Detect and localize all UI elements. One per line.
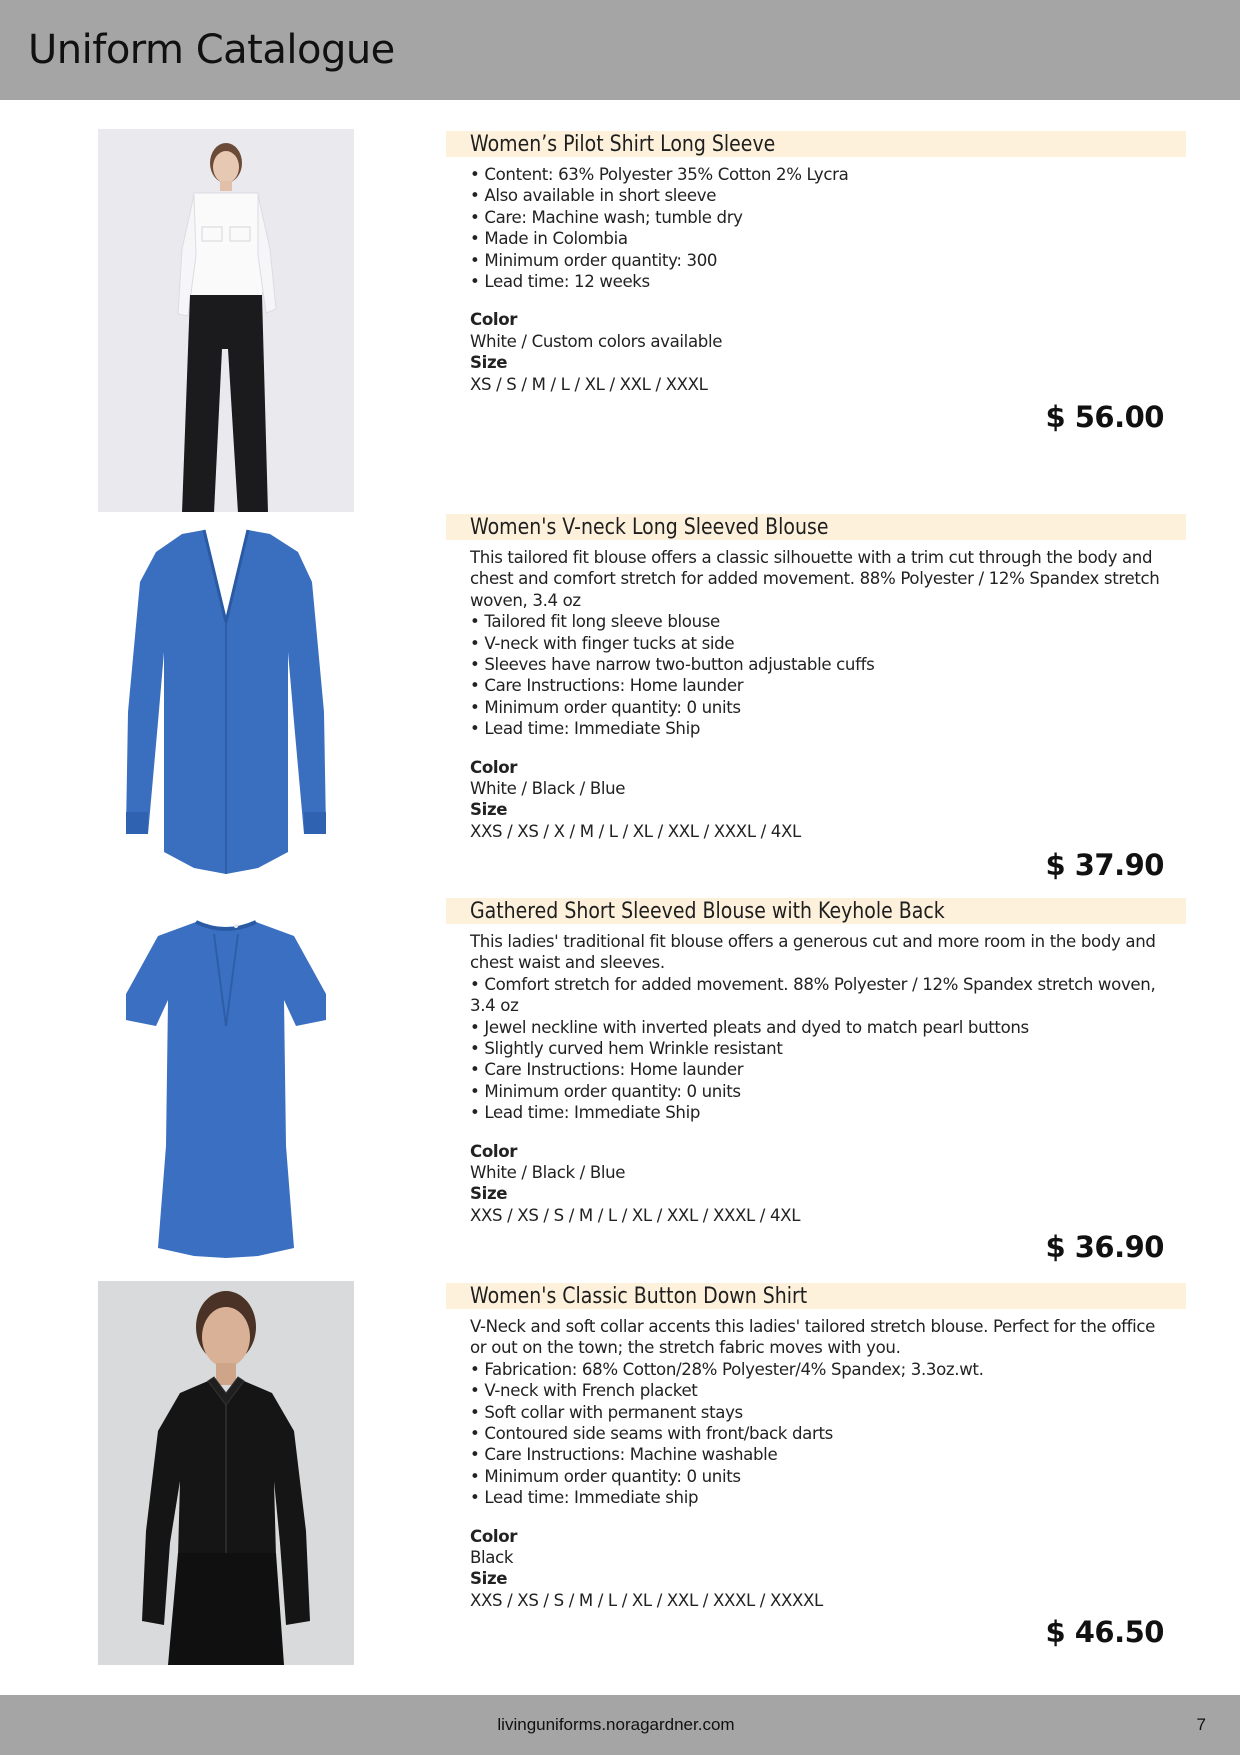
product-title: Gathered Short Sleeved Blouse with Keyhole Back	[470, 899, 945, 924]
product-description: This ladies' traditional fit blouse offers a generous cut and more room in the body and chest waist and sleeves.	[470, 932, 1156, 973]
color-label: Color	[470, 1141, 518, 1161]
product-description: This tailored fit blouse offers a classic silhouette with a trim cut through the body and chest and comfort stretch for added movement. 88% Polyester / 12% Spandex stretch woven, 3.4 oz	[470, 548, 1160, 610]
product-title: Women's V-neck Long Sleeved Blouse	[470, 515, 829, 540]
footer-website: livinguniforms.noragardner.com	[497, 1715, 735, 1734]
product-card	[0, 1281, 1240, 1665]
color-value: White / Black / Blue	[470, 779, 626, 799]
product-bullet: • Minimum order quantity: 0 units	[470, 697, 1168, 718]
product-details	[470, 931, 1168, 1226]
product-bullet: • Minimum order quantity: 300	[470, 250, 1168, 271]
product-title-bar	[446, 131, 1186, 157]
product-bullet: • V-neck with finger tucks at side	[470, 633, 1168, 654]
product-details	[470, 1316, 1168, 1611]
product-bullet: • Also available in short sleeve	[470, 185, 1168, 206]
product-bullet: • V-neck with French placket	[470, 1380, 1168, 1401]
product-specs	[470, 1526, 1168, 1612]
product-card	[0, 512, 1240, 896]
product-bullet-list	[470, 1359, 1168, 1509]
product-price: $ 36.90	[1045, 1230, 1164, 1264]
size-value: XXS / XS / S / M / L / XL / XXL / XXXL / XXXXL	[470, 1590, 823, 1610]
product-bullet: • Minimum order quantity: 0 units	[470, 1081, 1168, 1102]
product-bullet: • Comfort stretch for added movement. 88% Polyester / 12% Spandex stretch woven, 3.4 oz	[470, 974, 1168, 1017]
product-bullet: • Jewel neckline with inverted pleats and dyed to match pearl buttons	[470, 1017, 1168, 1038]
product-details	[470, 547, 1168, 842]
size-label: Size	[470, 353, 508, 373]
product-price: $ 56.00	[1045, 400, 1164, 434]
product-title: Women’s Pilot Shirt Long Sleeve	[470, 132, 776, 157]
product-specs	[470, 309, 1168, 395]
product-bullet: • Care Instructions: Home launder	[470, 1059, 1168, 1080]
product-bullet: • Fabrication: 68% Cotton/28% Polyester/4% Spandex; 3.3oz.wt.	[470, 1359, 1168, 1380]
product-title-bar	[446, 514, 1186, 540]
product-bullet: • Care: Machine wash; tumble dry	[470, 207, 1168, 228]
product-bullet: • Lead time: Immediate ship	[470, 1487, 1168, 1508]
page-footer	[0, 1695, 1240, 1755]
product-title-bar	[446, 898, 1186, 924]
product-bullet: • Lead time: Immediate Ship	[470, 718, 1168, 739]
product-bullet: • Tailored fit long sleeve blouse	[470, 611, 1168, 632]
page-title: Uniform Catalogue	[28, 27, 395, 73]
product-photo	[98, 512, 354, 896]
product-bullet: • Lead time: Immediate Ship	[470, 1102, 1168, 1123]
product-bullet: • Slightly curved hem Wrinkle resistant	[470, 1038, 1168, 1059]
product-title: Women's Classic Button Down Shirt	[470, 1284, 808, 1309]
color-value: White / Custom colors available	[470, 331, 723, 351]
product-bullet: • Content: 63% Polyester 35% Cotton 2% Lycra	[470, 164, 1168, 185]
product-bullet-list	[470, 974, 1168, 1124]
size-label: Size	[470, 1569, 508, 1589]
product-bullet: • Lead time: 12 weeks	[470, 271, 1168, 292]
page-header	[0, 0, 1240, 100]
product-bullet: • Care Instructions: Machine washable	[470, 1444, 1168, 1465]
product-specs	[470, 757, 1168, 843]
product-photo	[98, 129, 354, 513]
size-value: XXS / XS / S / M / L / XL / XXL / XXXL / 4XL	[470, 1205, 801, 1225]
product-price: $ 37.90	[1045, 848, 1164, 882]
product-photo	[98, 896, 354, 1280]
product-bullet: • Minimum order quantity: 0 units	[470, 1466, 1168, 1487]
product-bullet: • Contoured side seams with front/back darts	[470, 1423, 1168, 1444]
product-photo	[98, 1281, 354, 1665]
size-label: Size	[470, 800, 508, 820]
size-label: Size	[470, 1184, 508, 1204]
color-value: Black	[470, 1548, 514, 1568]
color-label: Color	[470, 310, 518, 330]
product-specs	[470, 1141, 1168, 1227]
product-card	[0, 129, 1240, 513]
product-bullet: • Care Instructions: Home launder	[470, 675, 1168, 696]
product-bullet: • Made in Colombia	[470, 228, 1168, 249]
page-number: 7	[1196, 1715, 1206, 1734]
product-bullet: • Soft collar with permanent stays	[470, 1402, 1168, 1423]
color-value: White / Black / Blue	[470, 1163, 626, 1183]
product-title-bar	[446, 1283, 1186, 1309]
size-value: XXS / XS / X / M / L / XL / XXL / XXXL / 4XL	[470, 821, 801, 841]
product-bullet-list	[470, 164, 1168, 292]
product-price: $ 46.50	[1045, 1615, 1164, 1649]
product-bullet: • Sleeves have narrow two-button adjustable cuffs	[470, 654, 1168, 675]
size-value: XS / S / M / L / XL / XXL / XXXL	[470, 374, 708, 394]
product-bullet-list	[470, 611, 1168, 739]
product-card	[0, 896, 1240, 1280]
color-label: Color	[470, 1526, 518, 1546]
color-label: Color	[470, 757, 518, 777]
product-details	[470, 164, 1168, 395]
product-description: V-Neck and soft collar accents this ladies' tailored stretch blouse. Perfect for the office or out on the town; the stretch fabric moves with you.	[470, 1317, 1156, 1358]
